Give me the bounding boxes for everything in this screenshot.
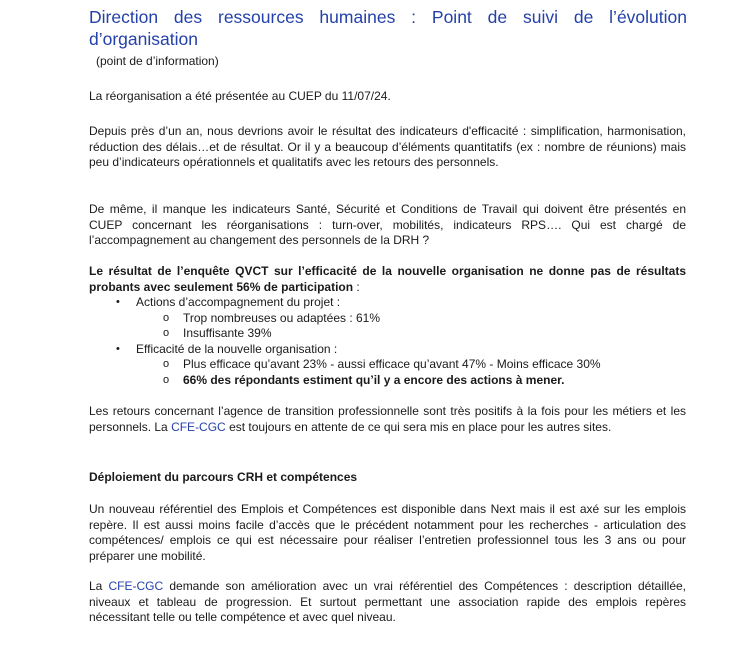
paragraph-presentation: La réorganisation a été présentée au CUEP du 11/07/24. bbox=[89, 89, 391, 103]
list-item bbox=[89, 295, 686, 311]
survey-section bbox=[89, 264, 686, 388]
text-run: est toujours en attente de ce qui sera mis en place pour les autres sites. bbox=[225, 419, 612, 434]
page-subtitle: (point de d’information) bbox=[96, 54, 219, 68]
list-item-label: Actions d’accompagnement du projet : bbox=[136, 295, 341, 309]
text-run: demande son amélioration avec un vrai référentiel des Compétences : description détaillée, niveaux et tableau de progression. Et surtout permettant une association rapide des emplois repères nécessitant telle ou telle compétence et avec quel niveau. bbox=[89, 579, 686, 624]
sub-list-item-label: Plus efficace qu’avant 23% - aussi efficace qu’avant 47% - Moins efficace 30% bbox=[183, 357, 601, 371]
circle-bullet-icon: o bbox=[163, 373, 170, 386]
section-heading: Déploiement du parcours CRH et compétences bbox=[89, 470, 358, 484]
sub-list-item-label: Insuffisante 39% bbox=[183, 326, 272, 340]
survey-intro-text: Le résultat de l’enquête QVCT sur l’efficacité de la nouvelle organisation ne donne pas de résultats probants avec seulement 56% de participation bbox=[89, 264, 686, 294]
org-name: CFE-CGC bbox=[171, 419, 226, 434]
paragraph-health-safety: De même, il manque les indicateurs Santé, Sécurité et Conditions de Travail qui doivent être présentés en CUEP concernant les réorganisations : turn-over, mobilités, indicateurs RPS…. Qui est chargé de l’accompagnement au changement des personnels de la DRH ? bbox=[89, 202, 686, 247]
survey-results-list bbox=[89, 295, 686, 388]
circle-bullet-icon: o bbox=[163, 327, 170, 339]
paragraph-request bbox=[89, 579, 686, 626]
sub-list-item bbox=[89, 326, 686, 342]
list-item bbox=[89, 342, 686, 358]
paragraph-indicators: Depuis près d’un an, nous devrions avoir le résultat des indicateurs d'efficacité : simplification, harmonisation, réduction des délais…et de résultat. Or il y a beaucoup d’éléments quantitatifs (ex : nombre de réunions) mais peu d’indicateurs opérationnels et qualitatifs avec les retours des personnels. bbox=[89, 124, 686, 169]
circle-bullet-icon: o bbox=[163, 358, 170, 370]
paragraph-referential: Un nouveau référentiel des Emplois et Compétences est disponible dans Next mais il est axé sur les emplois repère. Il est aussi moins facile d’accès que le précédent notamment pour les recherches - articulation des compétences/ emplois ce qui est nécessaire pour réaliser l’entretien professionnel tous les 3 ans ou pour préparer une mobilité. bbox=[89, 502, 686, 563]
page-title: Direction des ressources humaines : Point de suivi de l’évolution d’organisation bbox=[89, 7, 687, 49]
bullet-icon: • bbox=[116, 296, 120, 308]
text-run: La bbox=[89, 579, 109, 593]
list-item-label: Efficacité de la nouvelle organisation : bbox=[136, 341, 338, 356]
circle-bullet-icon: o bbox=[163, 311, 170, 324]
sub-list-item-label: Trop nombreuses ou adaptées : 61% bbox=[183, 310, 381, 325]
org-name: CFE-CGC bbox=[108, 579, 164, 593]
sub-list-item-label: 66% des répondants estiment qu’il y a encore des actions à mener. bbox=[183, 372, 565, 387]
sub-list-item bbox=[89, 373, 686, 389]
sub-list-item bbox=[89, 311, 686, 327]
text-run: Les retours concernant l’agence de transition professionnelle sont très positifs à la fois pour les métiers et les personnels. La bbox=[89, 404, 686, 434]
bullet-icon: • bbox=[116, 342, 120, 355]
sub-list-item bbox=[89, 357, 686, 373]
survey-intro bbox=[89, 264, 686, 295]
survey-intro-suffix: : bbox=[353, 279, 360, 294]
paragraph-transition-agency bbox=[89, 404, 686, 435]
